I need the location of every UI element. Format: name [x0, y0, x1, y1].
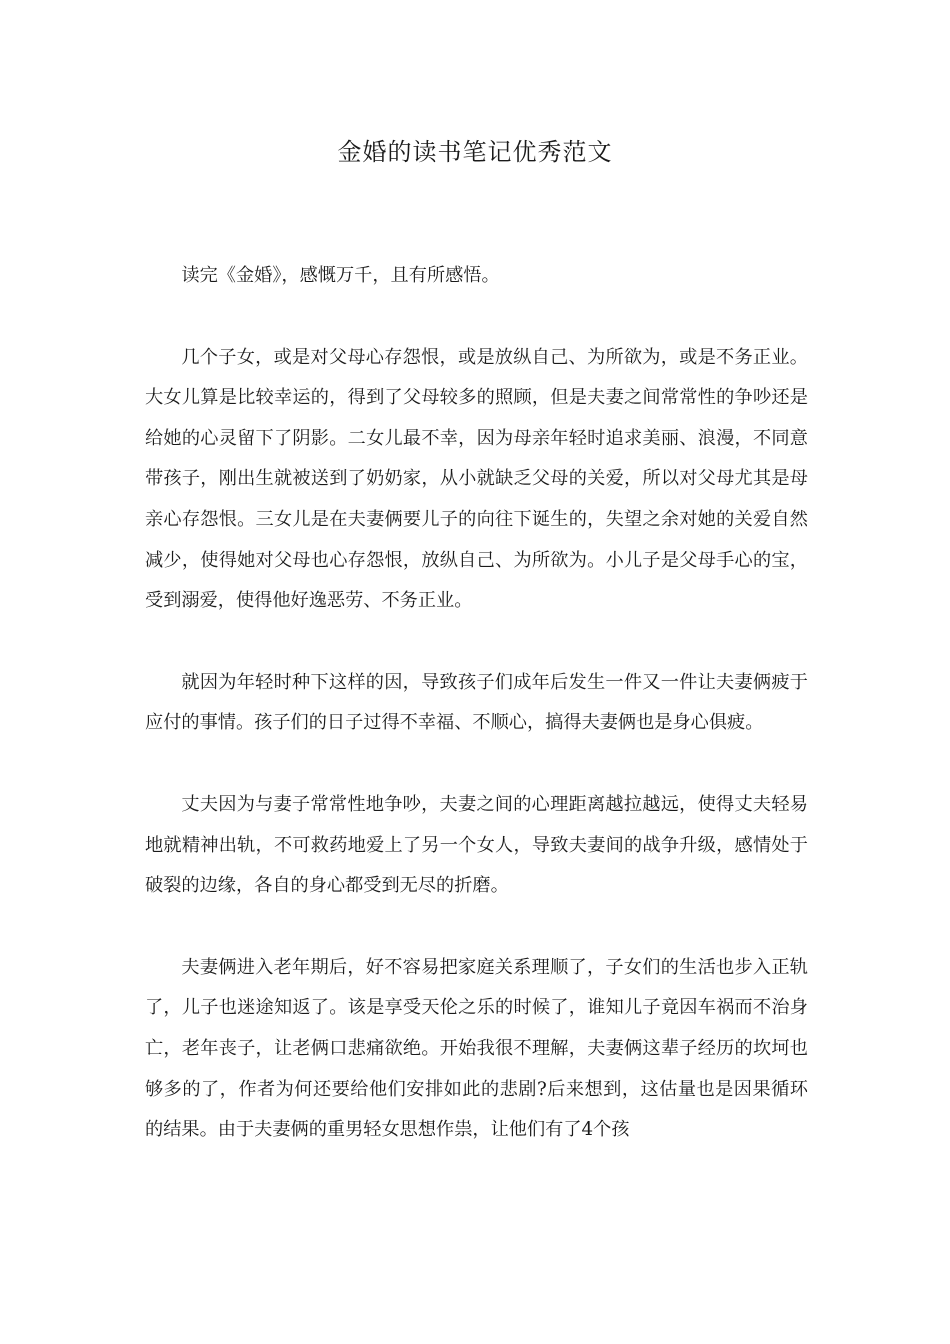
- document-title: 金婚的读书笔记优秀范文: [337, 138, 613, 166]
- paragraph-3: 就因为年轻时种下这样的因，导致孩子们成年后发生一件又一件让夫妻俩疲于应付的事情。孩子们的日子过得不幸福、不顺心，搞得夫妻俩也是身心俱疲。: [145, 671, 808, 734]
- paragraph-1: 读完《金婚》，感慨万千，且有所感悟。: [181, 265, 500, 286]
- paragraph-5: 夫妻俩进入老年期后，好不容易把家庭关系理顺了，子女们的生活也步入正轨了，儿子也迷途知返了。该是享受天伦之乐的时候了，谁知儿子竟因车祸而不治身亡，老年丧子，让老俩口悲痛欲绝。开始我很不理解，夫妻俩这辈子经历的坎坷也够多的了，作者为何还要给他们安排如此的悲剧?后来想到，这估量也是因果循环的结果。由于夫妻俩的重男轻女思想作祟，让他们有了4个孩: [145, 956, 808, 1141]
- paragraph-4: 丈夫因为与妻子常常性地争吵，夫妻之间的心理距离越拉越远，使得丈夫轻易地就精神出轨，不可救药地爱上了另一个女人，导致夫妻间的战争升级，感情处于破裂的边缘，各自的身心都受到无尽的折磨。: [145, 793, 808, 897]
- paragraph-2: 几个子女，或是对父母心存怨恨，或是放纵自己、为所欲为，或是不务正业。大女儿算是比较幸运的，得到了父母较多的照顾，但是夫妻之间常常性的争吵还是给她的心灵留下了阴影。二女儿最不幸，因为母亲年轻时追求美丽、浪漫，不同意带孩子，刚出生就被送到了奶奶家，从小就缺乏父母的关爱，所以对父母尤其是母亲心存怨恨。三女儿是在夫妻俩要儿子的向往下诞生的，失望之余对她的关爱自然减少，使得她对父母也心存怨恨，放纵自己、为所欲为。小儿子是父母手心的宝，受到溺爱，使得他好逸恶劳、不务正业。: [145, 346, 808, 612]
- document-body: [145, 256, 808, 1192]
